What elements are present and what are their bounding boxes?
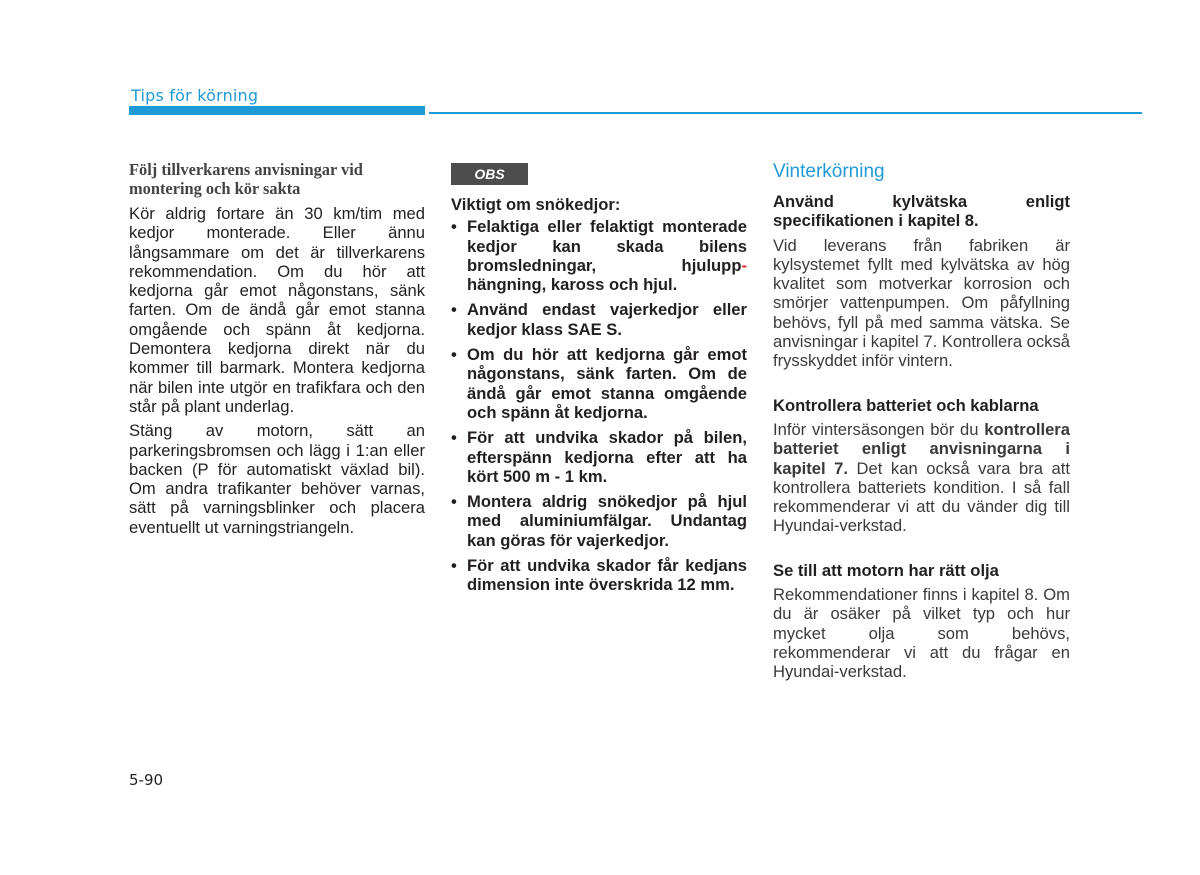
bullet-icon: •: [451, 300, 457, 320]
header-bar-thick: [129, 106, 425, 115]
bullet-icon: •: [451, 556, 457, 576]
column-left: [129, 160, 425, 542]
obs-bullet-list: [451, 217, 747, 594]
bullet-text: Montera aldrig snökedjor på hjul med aluminiumfälgar. Undantag kan göras för vajerkedjor.: [467, 492, 747, 550]
column-middle: [451, 160, 747, 601]
bullet-text: För att undvika skador får kedjans dimension inte överskrida 12 mm.: [467, 556, 747, 595]
winter-driving-title: Vinterkörning: [773, 161, 885, 182]
list-item: [451, 217, 747, 294]
snow-chain-heading: Följ tillverkarens anvisningar vid montering och kör sakta: [129, 160, 363, 198]
coolant-text: Vid leverans från fabriken är kylsystemet fyllt med kylvätska av hög kvalitet som motverkar korrosion och smörjer vattenpumpen. Om påfyllning behövs, fyll på med samma vätska. Se anvisningar i kapitel 7. Kontrollera också frysskyddet inför vintern.: [773, 235, 1071, 371]
list-item: [451, 428, 747, 486]
section-header-title: Tips för körning: [131, 86, 259, 105]
oil-heading: Se till att motorn har rätt olja: [773, 560, 999, 580]
bullet-icon: •: [451, 492, 457, 512]
paragraph-speed: Kör aldrig fortare än 30 km/tim med kedjor monterade. Eller ännu långsammare om det är tillverkarens rekommendation. Om du hör att kedjorna går emot någonstans, sänk farten. Om de ändå går emot stanna omgående och spänn åt kedjorna. Demontera kedjorna direkt när du kommer till barmark. Montera kedjorna när bilen inte utgör en trafikfara och den står på plant underlag.: [129, 204, 425, 416]
obs-title: Viktigt om snökedjor:: [451, 195, 621, 214]
bullet-text: Om du hör att kedjorna går emot någonstans, sänk farten. Om de ändå går emot stanna omgående och spänn åt kedjorna.: [467, 345, 747, 422]
bullet-text-cont: hängning, kaross och hjul.: [467, 275, 678, 295]
bullet-icon: •: [451, 217, 457, 237]
page-number: 5-90: [129, 771, 164, 789]
bullet-text: För att undvika skador på bilen, efterspänn kedjorna efter att ha kört 500 m - 1 km.: [467, 428, 747, 486]
battery-text-bold: kontrollera batteriet enligt anvisningarna i kapitel 7.: [773, 419, 1070, 478]
list-item: [451, 300, 747, 339]
bullet-text: Felaktiga eller felaktigt monterade kedjor kan skada bilens bromsledningar, hjulupp: [467, 217, 747, 275]
list-item: [451, 556, 747, 595]
obs-badge: OBS: [451, 163, 528, 185]
battery-heading: Kontrollera batteriet och kablarna: [773, 395, 1039, 415]
bullet-icon: •: [451, 428, 457, 448]
list-item: [451, 345, 747, 422]
battery-text-pre: Inför vintersäsongen bör du: [773, 419, 985, 439]
list-item: [451, 492, 747, 550]
oil-text: Rekommendationer finns i kapitel 8. Om du är osäker på vilket typ och hur mycket olja som behövs, rekommenderar vi att du frågar en Hyundai-verkstad.: [773, 585, 1070, 682]
battery-text-post: Det kan också vara bra att kontrollera batteriets kondition. I så fall rekommenderar vi att du vänder dig till Hyundai-verkstad.: [773, 458, 1070, 536]
coolant-heading: Använd kylvätska enligt specifikationen i kapitel 8.: [773, 192, 1070, 231]
bullet-icon: •: [451, 345, 457, 365]
column-right: [773, 160, 1070, 687]
battery-text: [773, 420, 1070, 536]
paragraph-engine: Stäng av motorn, sätt an parkeringsbromsen och lägg i 1:an eller backen (P för automatiskt växlad bil). Om andra trafikanter behöver varnas, sätt på varningsblinker och placera eventuellt ut varningstriangeln.: [129, 421, 425, 537]
header-bar-thin: [429, 112, 1142, 114]
bullet-text: Använd endast vajerkedjor eller kedjor klass SAE S.: [467, 300, 747, 339]
hyphen-mark: -: [741, 255, 747, 275]
